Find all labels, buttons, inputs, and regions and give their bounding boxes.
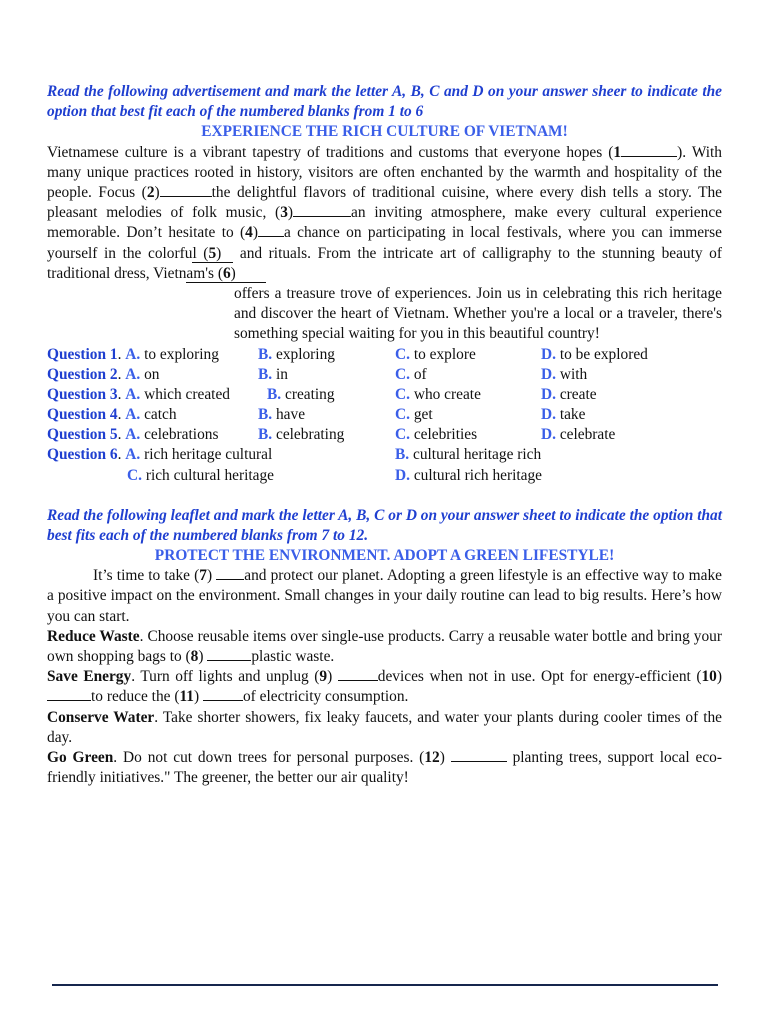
blank-4 xyxy=(258,223,284,237)
option-c[interactable]: who create xyxy=(413,385,481,403)
blank-number: 2 xyxy=(146,184,155,202)
option-c[interactable]: rich cultural heritage xyxy=(145,466,275,484)
option-d[interactable]: celebrate xyxy=(559,425,616,443)
tip-heading: Conserve Water xyxy=(47,708,155,726)
tip-heading: Reduce Waste xyxy=(47,627,140,645)
section1-title: EXPERIENCE THE RICH CULTURE OF VIETNAM! xyxy=(201,123,568,141)
blank-number: 7 xyxy=(199,567,207,585)
option-d[interactable]: cultural rich heritage xyxy=(413,466,543,484)
blank-number: 10 xyxy=(701,668,717,686)
tip-heading: Go Green xyxy=(47,749,114,767)
option-b[interactable]: in xyxy=(275,365,288,383)
blank-number: 4 xyxy=(245,224,253,242)
blank-11 xyxy=(203,687,243,701)
option-b[interactable]: celebrating xyxy=(275,425,345,443)
section1-instruction: Read the following advertisement and mark the letter A, B, C and D on your answer sheer to indicate the option that best fit each of the numbered blanks from 1 to 6 xyxy=(47,83,722,121)
option-b[interactable]: creating xyxy=(284,385,335,403)
question-row: Question 1. A. to exploring B. exploring C. to explore D. to be explored xyxy=(47,345,648,363)
option-a[interactable]: to exploring xyxy=(144,345,219,363)
option-a[interactable]: which created xyxy=(144,385,230,403)
blank-9 xyxy=(338,667,378,681)
option-c[interactable]: to explore xyxy=(413,345,476,363)
option-c[interactable]: of xyxy=(413,365,427,383)
conserve-water-tip: Conserve Water. Take shorter showers, fix leaky faucets, and water your plants during cooler times of the day. xyxy=(47,708,723,746)
save-energy-tip: Save Energy. Turn off lights and unplug (9) devices when not in use. Opt for energy-efficient (10) to reduce the (11) of electricity consumption. xyxy=(47,668,722,706)
blank-number: 1 xyxy=(613,143,622,161)
option-a[interactable]: celebrations xyxy=(144,425,219,443)
blank-1 xyxy=(621,143,677,157)
go-green-tip: Go Green. Do not cut down trees for personal purposes. (12) planting trees, support local eco-friendly initiatives." The greener, the better our air quality! xyxy=(47,749,722,787)
blank-number: 12 xyxy=(424,749,440,767)
blank-2 xyxy=(160,183,212,197)
section1-passage: Vietnamese culture is a vibrant tapestry of traditions and customs that everyone hopes (1 ). With many unique practices rooted in history, visitors are often enchanted by the warmth and hospitality of the people. Focus (2) the delightful flavors of traditional cuisine, where every dish tells a story. The pleasant melodies of folk music, (3) an inviting atmosphere, make every cultural experience memorable. Don’t hesitate to (4) a chance on participating in local festivals, where you can immerse yourself in the colorful (5) and rituals. From the intricate art of calligraphy to the stunning beauty of traditional dress, Vietnam's (6) xyxy=(47,143,723,282)
question-row: Question 2. A. on B. in C. of D. with xyxy=(47,365,588,383)
question-row: Question 5. A. celebrations B. celebrating C. celebrities D. celebrate xyxy=(47,425,616,443)
question-row: Question 3. A. which created B. creating C. who create D. create xyxy=(47,385,597,403)
option-d[interactable]: with xyxy=(559,365,588,383)
blank-number: 11 xyxy=(179,688,194,706)
blank-8 xyxy=(207,647,251,661)
blank-number: 3 xyxy=(280,204,288,222)
option-a[interactable]: rich heritage cultural xyxy=(144,445,273,463)
blank-7 xyxy=(216,566,244,580)
section1-passage-end: offers a treasure trove of experiences. Join us in celebrating this rich heritage and discover the heart of Vietnam. Whether you're a local or a traveler, there's something special waiting for you in this beautiful country! xyxy=(234,285,722,343)
option-d[interactable]: take xyxy=(559,405,586,423)
tip-heading: Save Energy xyxy=(47,668,132,686)
option-b[interactable]: have xyxy=(275,405,306,423)
option-c[interactable]: get xyxy=(413,405,433,423)
option-d[interactable]: to be explored xyxy=(559,345,648,363)
section2-intro: It’s time to take (7) and protect our planet. Adopting a green lifestyle is an effective way to make a positive impact on the environment. Small changes in your daily routine can lead to big results. Here’s how you can start. xyxy=(47,567,722,625)
blank-number: 9 xyxy=(319,668,328,686)
question-row: Question 6. A. rich heritage cultural B. cultural heritage rich xyxy=(47,445,542,463)
footer-divider xyxy=(52,984,718,986)
option-b[interactable]: exploring xyxy=(275,345,335,363)
section2-instruction: Read the following leaflet and mark the letter A, B, C or D on your answer sheet to indicate the option that best fits each of the numbered blanks from 7 to 12. xyxy=(47,506,722,544)
option-c[interactable]: celebrities xyxy=(413,425,478,443)
blank-number: 6 xyxy=(222,264,231,282)
blank-10 xyxy=(47,687,91,701)
blank-5 xyxy=(221,245,233,258)
spacer xyxy=(47,486,722,506)
section2-title: PROTECT THE ENVIRONMENT. ADOPT A GREEN LIFESTYLE! xyxy=(154,547,615,565)
blank-number: 8 xyxy=(190,648,199,666)
option-d[interactable]: create xyxy=(559,385,597,403)
blank-12 xyxy=(451,748,507,762)
option-a[interactable]: catch xyxy=(144,405,177,423)
option-a[interactable]: on xyxy=(144,365,160,383)
option-b[interactable]: cultural heritage rich xyxy=(412,445,542,463)
worksheet xyxy=(47,82,722,788)
question-row: C. rich cultural heritage D. cultural rich heritage xyxy=(127,466,543,484)
question-row: Question 4. A. catch B. have C. get D. take xyxy=(47,405,586,423)
reduce-waste-tip: Reduce Waste. Choose reusable items over single-use products. Carry a reusable water bottle and bring your own shopping bags to (8) plastic waste. xyxy=(47,627,722,666)
question-list-1 xyxy=(47,345,722,486)
blank-6 xyxy=(236,265,266,278)
blank-3 xyxy=(293,203,351,217)
blank-number: 5 xyxy=(208,244,217,262)
